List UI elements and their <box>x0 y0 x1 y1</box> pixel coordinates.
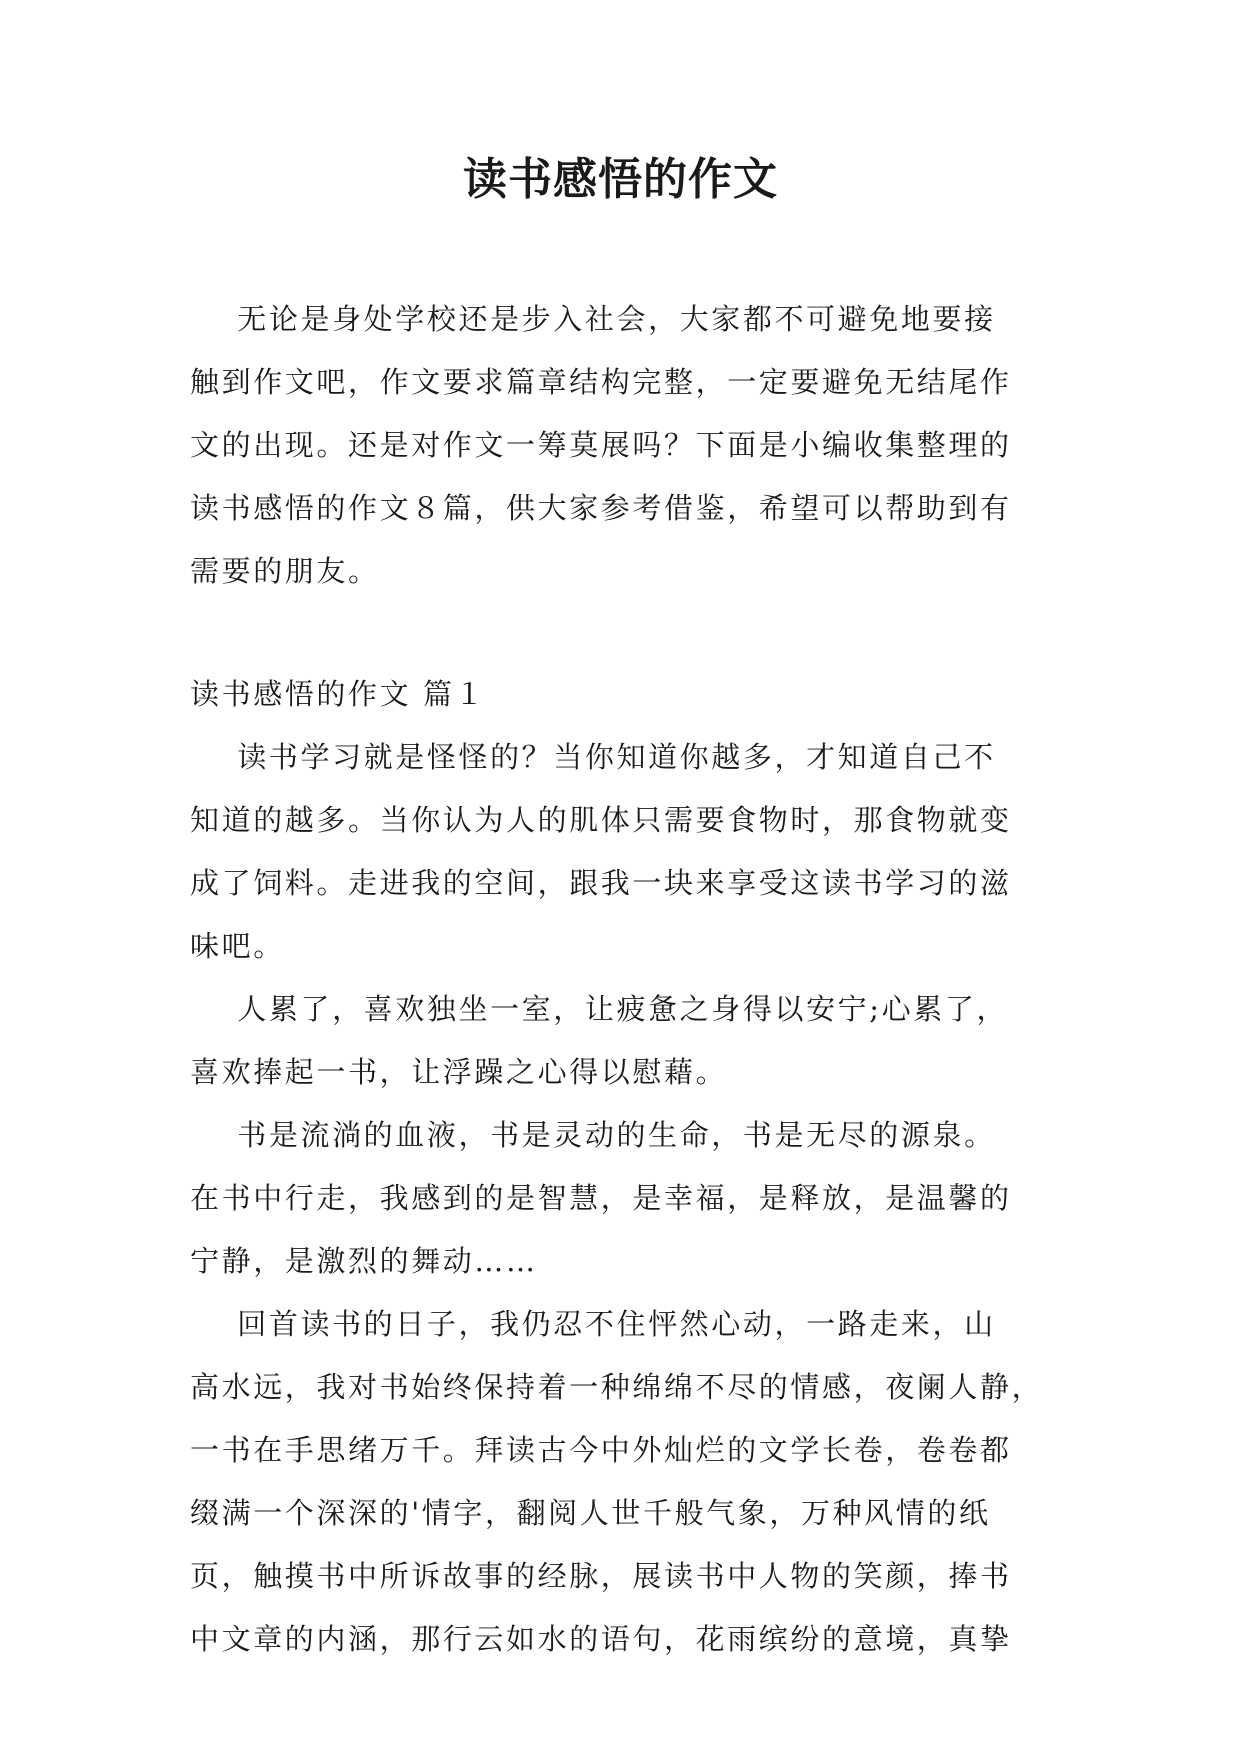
intro-paragraph <box>190 288 1050 603</box>
text-line: 读书感悟的作文８篇，供大家参考借鉴，希望可以帮助到有 <box>190 491 1012 525</box>
text-line: 成了饲料。走进我的空间，跟我一块来享受这读书学习的滋 <box>190 866 1012 900</box>
text-line: 触到作文吧，作文要求篇章结构完整，一定要避免无结尾作 <box>190 365 1012 399</box>
text-line: 页，触摸书中所诉故事的经脉，展读书中人物的笑颜，捧书 <box>190 1559 1012 1593</box>
text-line: 知道的越多。当你认为人的肌体只需要食物时，那食物就变 <box>190 803 1012 837</box>
text-line: 文的出现。还是对作文一筹莫展吗？下面是小编收集整理的 <box>190 428 1012 462</box>
paragraph-gap <box>190 603 1050 663</box>
text-line: 在书中行走，我感到的是智慧，是幸福，是释放，是温馨的 <box>190 1181 1012 1215</box>
text-line: 需要的朋友。 <box>190 554 380 588</box>
paragraph <box>190 978 1050 1104</box>
text-line: 高水远，我对书始终保持着一种绵绵不尽的情感，夜阑人静， <box>190 1370 1044 1404</box>
text-line: 读书学习就是怪怪的？当你知道你越多，才知道自己不 <box>190 740 996 774</box>
text-line: 中文章的内涵，那行云如水的语句，花雨缤纷的意境，真挚 <box>190 1622 1012 1656</box>
paragraph <box>190 1293 1050 1671</box>
text-line: 回首读书的日子，我仍忍不住怦然心动，一路走来，山 <box>190 1307 996 1341</box>
text-line: 无论是身处学校还是步入社会，大家都不可避免地要接 <box>190 302 996 336</box>
document-title: 读书感悟的作文 <box>463 154 778 205</box>
text-line: 一书在手思绪万千。拜读古今中外灿烂的文学长卷，卷卷都 <box>190 1433 1012 1467</box>
paragraph <box>190 1104 1050 1293</box>
paragraph <box>190 726 1050 978</box>
text-line: 宁静，是激烈的舞动…… <box>190 1244 538 1278</box>
text-line: 喜欢捧起一书，让浮躁之心得以慰藉。 <box>190 1055 728 1089</box>
section-heading: 读书感悟的作文 篇１ <box>190 677 487 711</box>
text-line: 缀满一个深深的'情字，翻阅人世千般气象，万种风情的纸 <box>190 1496 991 1530</box>
text-line: 人累了，喜欢独坐一室，让疲惫之身得以安宁;心累了， <box>190 992 1009 1026</box>
text-line: 味吧。 <box>190 929 285 963</box>
text-line: 书是流淌的血液，书是灵动的生命，书是无尽的源泉。 <box>190 1118 996 1152</box>
document-body <box>190 288 1050 1671</box>
